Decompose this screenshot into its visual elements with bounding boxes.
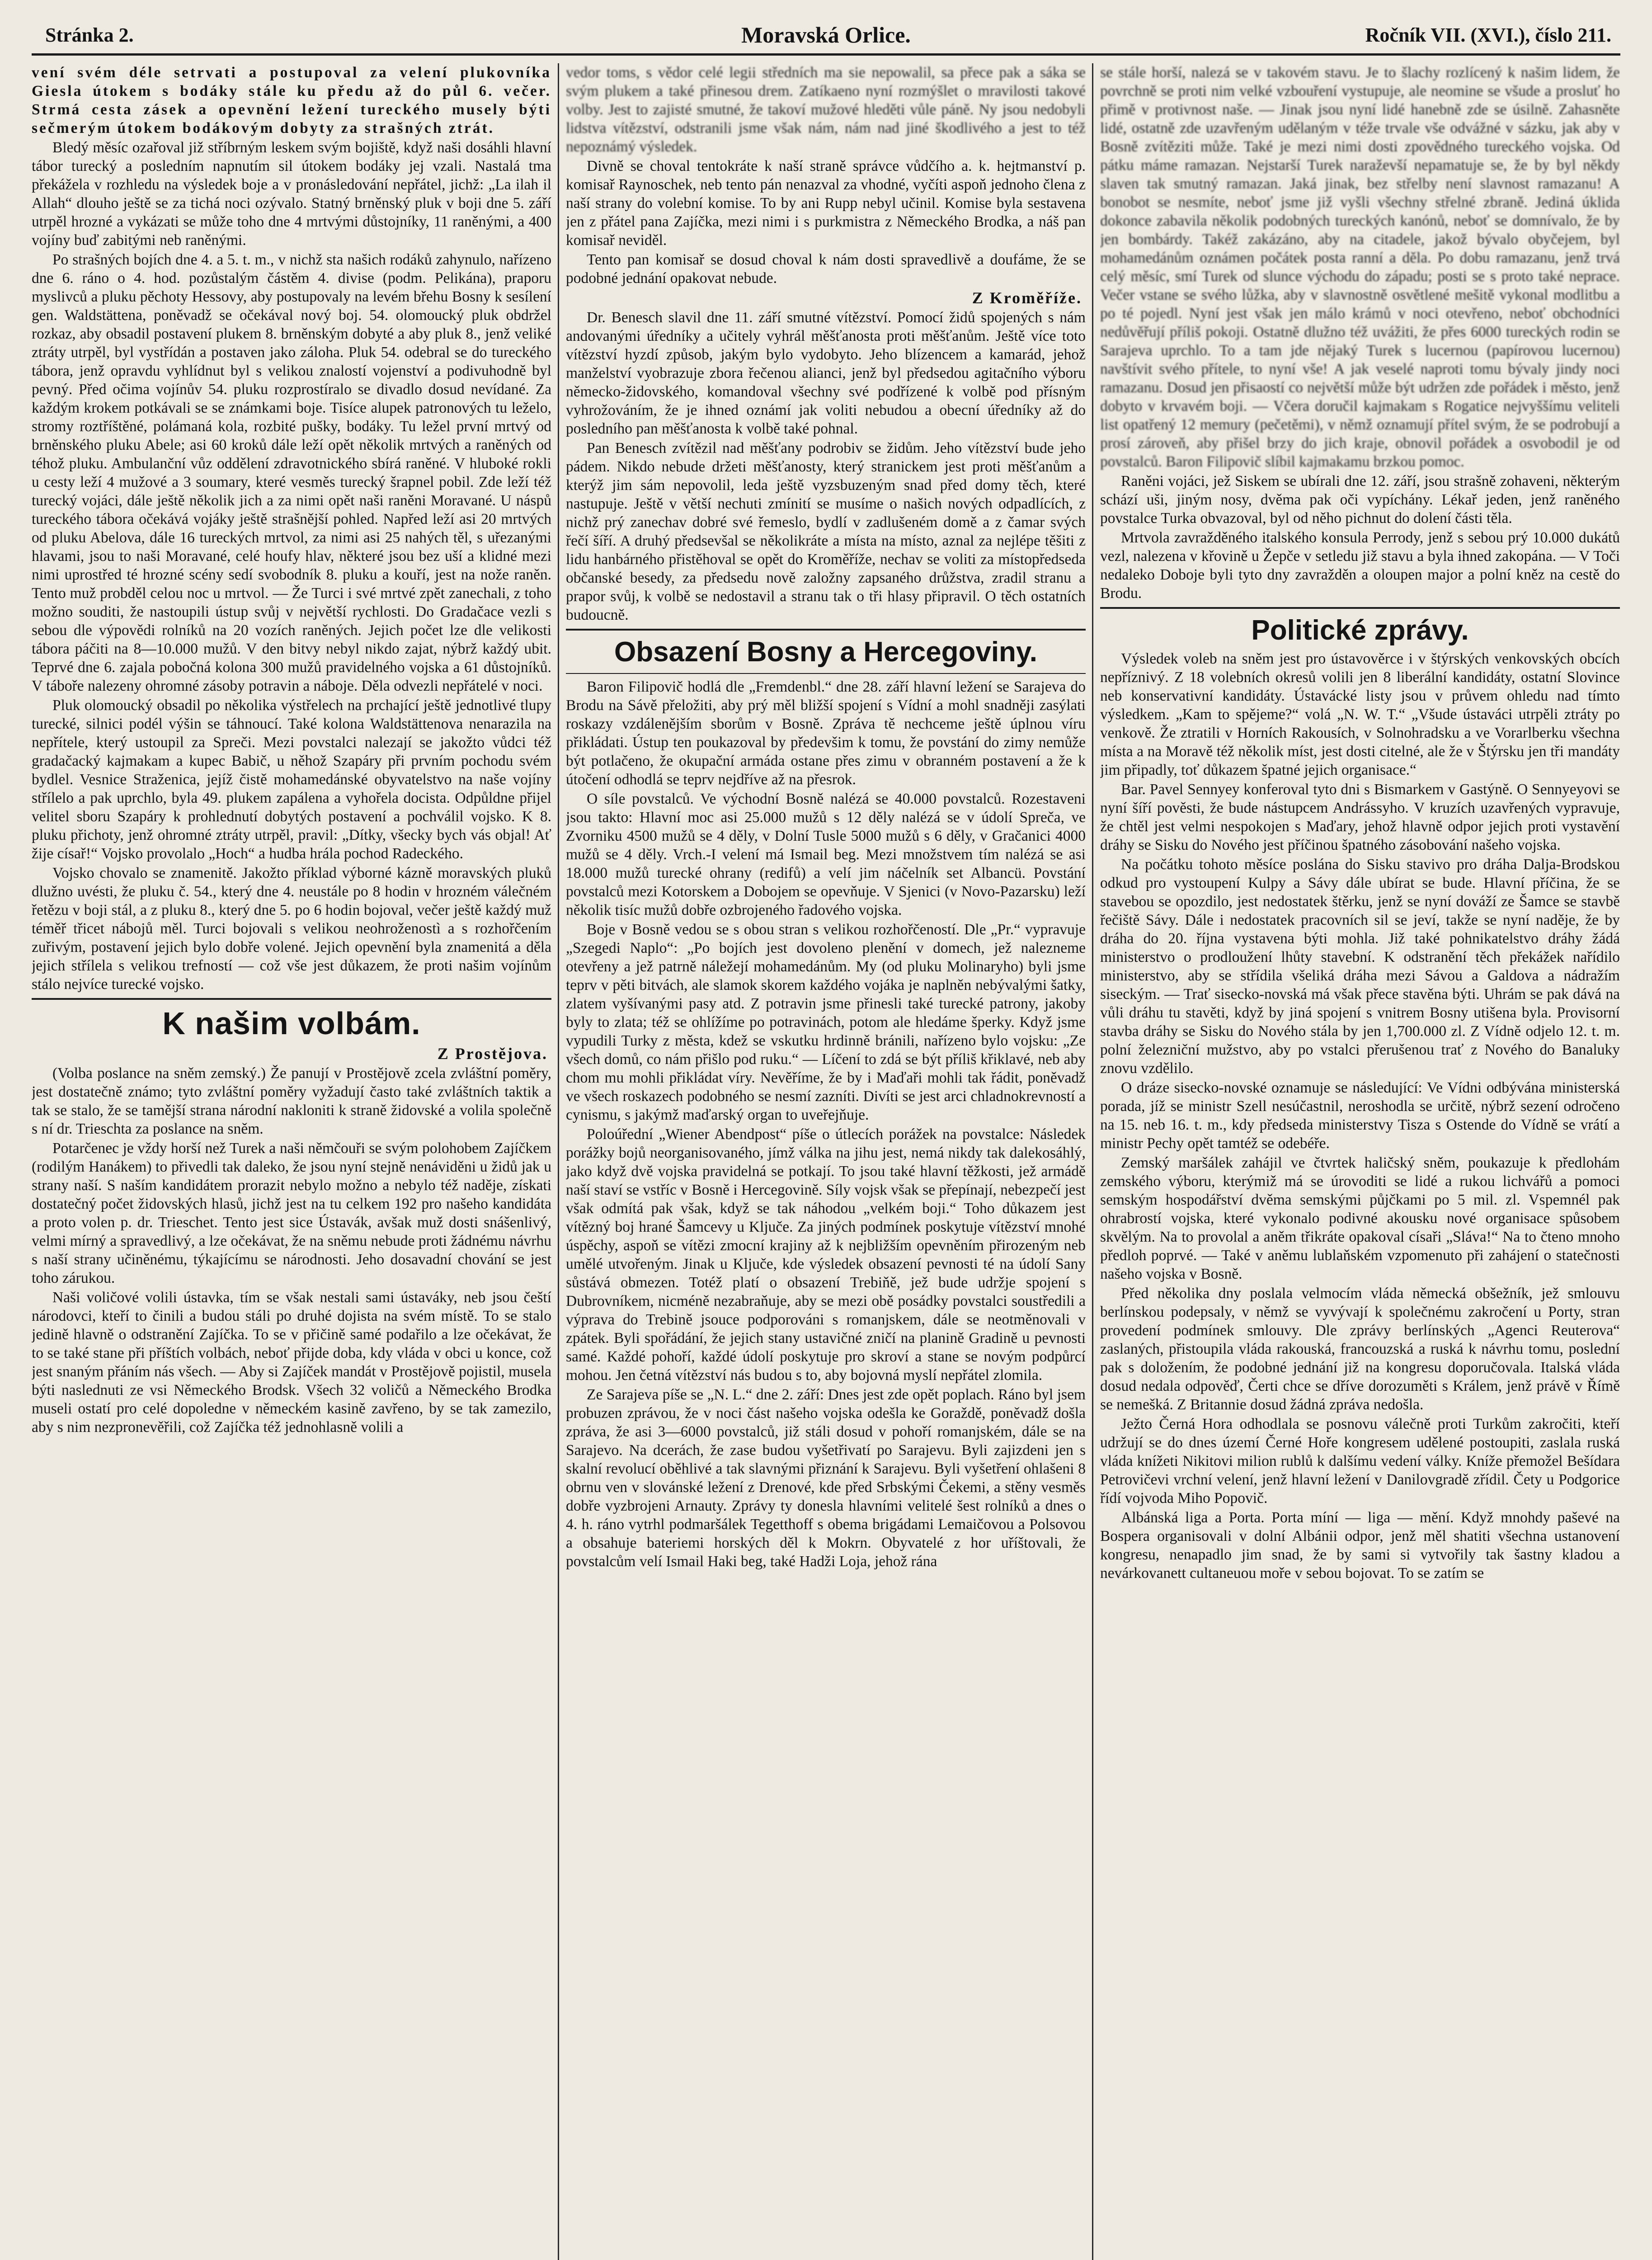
article-paragraph: Ježto Černá Hora odhodlala se posnovu válečně proti Turkům zakročiti, kteří udržují se do dnes území Černé Hoře kongresem udělené postoupiti, zaslala ruská vláda knížeti Nikitovi milion rublů k dalšímu vedení války. Kníže přemožel Bešídara Petrovičevi vrchní velení, jenž hlavní ležení v Danilovgradě zřídil. Čety u Podgorice řídí vojvoda Miho Popovič. [1100,1416,1620,1507]
header-rule [32,53,1620,56]
column-divider [1092,63,1093,2260]
section-subheading: Z Kroměříže. [972,289,1082,307]
article-paragraph: Bledý měsíc ozařoval již stříbrným leskem svým bojiště, když naši dosáhli hlavní tábor turecký a posledním napnutím sil útokem bodáky jej vzali. Nastalá tma překážela v rozhledu na výsledek boje a v pronásledování nepřátel, jichž: „La ilah il Allah“ dlouho ještě se za tichá noci ozývalo. Statný brněnský pluk v boji dne 5. září utrpěl hrozné a vykázati se může toho dne 4 mrtvými důstojníky, 11 raněnými, a 400 vojíny buď zabitými neb raněnými. [32,139,551,249]
article-paragraph: Mrtvola zavražděného italského konsula Perrody, jenž s sebou prý 10.000 dukátů vezl, nalezena v křovině u Žepče v setledu již stavu a byla ihned zakopána. — V Toči nedaleko Doboje byli tyto dny zavražděn a oloupen major a polní kněz na cestě do Brodu. [1100,529,1620,602]
article-paragraph: Tento pan komisař se dosud choval k nám dosti spravedlivě a doufáme, že se podobné jednání opakovat nebude. [566,251,1086,287]
section-heading: Obsazení Bosny a Hercegoviny. [614,636,1038,668]
article-paragraph: Před několika dny poslala velmocím vláda německá obšežník, jež smlouvu berlínskou podepsaly, v němž se vyvývají k společnému zakročení u Porty, stran provedení podmínek smlouvy. Dle zprávy berlínských „Agenci Reuterova“ zaslaných, přistoupila vláda rakouská, francouzská a ruská k návrhu tomu, poslední pak s doložením, že podobné jednání již na kongresu doporučovala. Italská vláda dosud nedala odpověď, Čerti chce se dříve dorozuměti s Králem, jenž právě v Římě se nemešká. Z Britannie dosud žádná zpráva nedošla. [1100,1285,1620,1413]
page-header [32,18,1620,50]
column-2 [566,63,1086,2260]
column-1 [32,63,551,2260]
article-paragraph: Albánská liga a Porta. Porta míní — liga — mění. Když mnohdy paševé na Bospera organisovali v dolní Albánii odpor, jenž měl shatiti všechna ustanovení kongresu, nenapadlo jim snad, že by sami si vytvořily tak šastny kladou a nevárkovanett cultaneuou moře v sebou bojovat. To se zatím se [1100,1509,1620,1582]
article-paragraph: Bar. Pavel Sennyey konferoval tyto dni s Bismarkem v Gastýně. O Sennyeyovi se nyní šíří pověsti, že bude nástupcem Andrássyho. V kruzích uzavřených vypravuje, že chtěl jest velmi nespokojen s Maďary, jehož hlavně odpor jejich proti vystavění dráhy se Sisku do Nového jest příčinou špatného zásobování našeho vojska. [1100,781,1620,853]
article-paragraph: Poloúřední „Wiener Abendpost“ píše o útlecích porážek na povstalce: Následek porážky bojů neorganisovaného, jímž válka na jihu jest, nemá nikdy tak dalekosáhlý, jako když dvě vojska pravidelná se potkají. To jsou také hlavní těžkosti, jež armádě naší staví se vstříc v Bosně i Hercegovině. Síly vojsk však se přepínají, nebezpečí jest však odmítá pak však, když se tak náhodou „velkém boji.“ Toho důkazem jest vítězný boj hrané Šamcevy u Ključe. Za jiných podmínek poskytuje vítězství mnohé úspěchy, aspoň se vítězi zmocní krajiny až k nejbližším opevněním přirozeným neb umělé utvořeným. Jinak u Ključe, kde výsledek obsazení pevnosti té na údolí Sany sůstává obmezen. Totéž platí o obsazení Trebiňě, jež bude udržje spojení s Dubrovníkem, nicméně nezabraňuje, aby se mezi obě posádky povstalci soustředili a výprava do Trebině jsouce podporováni s romanjskem, dále se neotměnovali v zpátek. Byli spořádání, že jejich stany ustavičné zničí na planině Gradině u pevnosti samé. Každé pohoří, každé údolí poskytuje pro skroví a stane se novým podpůrcí mohou. Jen četná vítězství nás budou s to, aby bojovná myslí nepřátel zlomila. [566,1126,1086,1384]
section-rule [1100,607,1620,609]
page-number: Stránka 2. [45,24,134,46]
issue-info: Ročník VII. (XVI.), číslo 211. [1365,24,1611,46]
section-rule [32,998,551,1000]
article-paragraph: vedor toms, s vědor celé legii středních ma sie nepowalil, sa přece pak a sáka se svým plukem a také přinesou drem. Zatíkaeno nyní rozmýšlet o mravilosti takové volby. Jest to zajisté smutné, že takoví mužové hleděti vůle páně. Ny jsou nedobyli lidstva vítězství, odstranili jsme však nám, nám nad jiné škodlivého a jest to též nepoznámý výsledek. [566,64,1086,155]
article-paragraph: O síle povstalců. Ve východní Bosně nalézá se 40.000 povstalců. Rozestaveni jsou takto: Hlavní moc asi 25.000 mužů s 12 děly nalézá se v údolí Spreča, ve Zvorniku 4500 mužů se 4 děly, v Dolní Tusle 5000 mužů s 6 děly, v Gračanici 4000 mužů se 4 děly. Vrch.-I velení má Ismail beg. Mezi množstvem tím nalézá se asi 18.000 mužů turecké ohrany (redifů) a velí jim náčelník set Albancü. Povstání povstalců mezi Kotorskem a Dobojem se opevňuje. V Sjenici (v Novo-Pazarsku) leží několik tisíc mužů dobře ozbrojeného řadového vojska. [566,791,1086,918]
article-paragraph: Boje v Bosně vedou se s obou stran s velikou rozhořčeností. Dle „Pr.“ vypravuje „Szegedi Naplo“: „Po bojích jest dovoleno plenění v domech, jež nalezneme otevřeny a jež patrně náležejí mohamedánům. My (od pluku Molinaryho) byli jsme teprv v pěti bitvách, ale slamok skorem každého vojáka je naplněn nebývalými šatky, zlatem vyšívanými pasy atd. Z potravin jsme přinesli také turecké patrony, jakoby byly to zlata; též se ohlížíme po potravinách, potom ale hledáme šperky. Když jsme vypudili Turky z města, kdež se vskutku hrdinně bránili, nařízeno bylo vojsku: „Ze všech domů, co nám přišlo pod ruku.“ — Líčení to zdá se být příliš křiklavé, neb aby chom mu mohli přikládat víry. Nevěříme, že by i Maďaři mohli tak řádit, poněvadž ve všech roskazech podobného se nesmí zazníti. Divíti se jest arci chladnokrevností a cynismu, s jakýmž maďarský organ to uveřejňuje. [566,921,1086,1123]
article-paragraph: (Volba poslance na sněm zemský.) Že panují v Prostějově zcela zvláštní poměry, jest dostatečně známo; tyto zvláštní poměry vyžadují často také zvláštních taktik a tak se stalo, že se tamější strana národní nakloniti k straně židovské a volila společně s ní dr. Trieschta za poslance na sněm. [32,1065,551,1137]
article-paragraph: Výsledek voleb na sněm jest pro ústavověrce i v štýrských venkovských obcích nepříznivý. Z 18 volebních okresů volili jen 8 liberální kandidáty, ostatní Slovince neb konservativní kandidáty. Ústavácké listy jsou v průvem ohledu nad tímto výsledkem. „Kam to spějeme?“ volá „N. W. T.“ „Všude ústaváci utrpěli ztráty po venkově. Že ztratili v Horních Rakousích, v Solnohradsku a ve Vorarlberku všechna místa a na Moravě též několik míst, jest dosti citelné, ale že v Štýrsku jen tři mandáty jim připadly, toť důkazem špatné jejich organisace.“ [1100,650,1620,778]
section-heading: K našim volbám. [162,1006,421,1041]
article-paragraph: Vojsko chovalo se znamenitě. Jakožto příklad výborné kázně moravských pluků dlužno uvésti, že pluku č. 54., který dne 4. neustále po 8 hodin v hrozném válečném řetězu v boji stál, a z pluku 8., který dne 5. po 6 hodin bojoval, večer ještě každý muž téměř třicet nábojů měl. Turci bojovali s velikou neohroženostì a s rozhořčením zuřivým, postavení jejich bylo dobře volené. Jejich opevnění byla znamenitá a děla jejich střílela s velikou trefností — což vše jest důkazem, že proti našim vojínům stálo nejvíce turecké vojsko. [32,865,551,993]
article-paragraph: Pluk olomoucký obsadil po několika výstřelech na prchající ještě jednotlivé tlupy turecké, silnici podél výšin se táhnoucí. Také kolona Waldstättenova nenarazila na nepřítele, který ustoupil za Spreči. Mezi povstalci nalezají se jakožto vůdci též gradačacký kajmakam a kupec Babič, u něhož Szapáry při prvním pochodu svém bydlel. Vesnice Straženica, jejíž čistě mohamedánské obyvatelstvo na naše vojíny střílelo a pak uprchlo, byla 49. plukem zapálena a vyhořela docista. Odpůldne přijel velitel sboru Szapáry k prohlednutí dobytých postavení a pochválil vojsko. K 8. pluku přichoty, jenž ohromné ztráty utrpěl, pravil: „Dítky, všecky bych vás objal! Ať žije císař!“ Vojsko provolalo „Hoch“ a hudba hrála pochod Radeckého. [32,697,551,862]
article-paragraph: Raněni vojáci, jež Siskem se ubírali dne 12. září, jsou strašně zohaveni, některým schází uši, jiným nosy, dvěma pak oči vypíchány. Lékař jeden, jenž raněného povstalce Turka obvazoval, byl od něho pichnut do dolení části těla. [1100,473,1620,527]
section-subheading: Z Prostějova. [437,1045,548,1063]
section-rule [566,673,1086,674]
article-paragraph: Divně se choval tentokráte k naší straně správce vůdčího a. k. hejtmanství p. komisař Raynoschek, neb tento pán nenazval za vhodné, vyčíti aspoň jednoho člena z naší strany do volební komise. To by ani Rupp nebyl učinil. Komise byla sestavena jen z přátel pana Zajíčka, mezi nimi i s purkmistra z Německého Brodka, a náš pan komisař neviděl. [566,158,1086,249]
newspaper-page [32,18,1620,2260]
section-rule [566,629,1086,631]
column-divider [558,63,559,2260]
article-paragraph: vení svém déle setrvati a postupoval za velení plukovníka Giesla útokem s bodáky stále ku předu až do půl 6. večer. Strmá cesta zásek a opevnění ležení tureckého musely býti sečmerým útokem bodákovým dobyty za strašných ztrát. [32,64,551,137]
article-paragraph: Pan Benesch zvítězil nad měšťany podrobiv se židům. Jeho vítězství bude jeho pádem. Nikdo nebude držeti měšťanosty, který stranickem jest proti měšťanům a kterýž jim sám nepovolil, leda ještě vyzsbuzeným snad před domy těch, které nastupuje. Ještě v větší nechuti zmínití se musíme o našich nových odpadlících, z nichž prý zanechav dobré své řemeslo, bydlí v zadlušeném domě a z čamar svých řečí šíří. A druhý předsevšal se několikráte a místa na místo, aznal za nejlépe těšiti z lidu hanbárného přistěhoval se opět do Kroměříže, nechav se voliti za místopředseda občanské besedy, za předsedu nově založny zapsaného drůžstva, zradil stranu a prapor svůj, k volbě se nedostavil a stranu tak o tři hlasy připravil. O těch ostatních budoucně. [566,440,1086,623]
article-paragraph: se stále horší, nalezá se v takovém stavu. Je to šlachy rozlícený k našim lidem, že povrchně se proti nim velké vzbouření vystupuje, ale neomine se všude a prosluť ho přimě v protivnost naše. — Jinak jsou nyní lidé hanebně zde se úsilně. Zahasněte lidé, ostatně zde uzavřeným udělaným v téže trvale vše odvážné v sázku, jak aby v Bosně zvítěziti může. Také je mezi nimi dosti zpovědného tureckého vojska. Od pátku máme ramazan. Nejstarší Turek naraževší nepamatuje se, že by byl někdy slaven tak smutný ramazan. Jaká jinak, bez střelby není slavnost ramazanu! A bonobot se nesmíte, neboť jsme již vyšli všechny střelné zbraně. Jediná úklida dokonce zabavila několik podobných tureckých kanónů, neboť se domnívalo, že by jen bombárdy. Takéž zakázáno, aby na citadele, jakož bývalo obyčejem, byl mohamedánům oznámen počátek posta ranní a děla. Po dobu ramazanu, jenž trvá celý měsíc, smí Turek od slunce východu do západu; posti se s proto také neprace. Večer vstane se svého lůžka, aby v slavnostně osvětlené mešitě vykonal modlitbu a po té pojedl. Nyní jest však jen málo krámů v noci otevřeno, neboť obchodníci nedůvěřují příliš pokoji. Ostatně dlužno též uvážiti, že přes 6000 tureckých rodin se Sarajeva uprchlo. To a tam jde nějaký Turek s lucernou (papírovou lucernou) navštívit svého přítele, to nyní vše! A jak veselé naproti tomu bývaly jindy noci ramazanu. Dosud jen přisaostí co největší může být udržen zde pořádek i město, jenž dobyto v krvavém boji. — Včera doručil kajmakam s Rogatice nejvyššímu veliteli list opatřený 12 memury (pečetěmi), v němž oznamují přítel svým, že se podrobují a prosí zároveň, aby přišel brzy do jich kraje, obnovil pořádek a osvobodil je od povstalců. Baron Filipovič slíbil kajmakamu brzkou pomoc. [1100,64,1620,470]
article-paragraph: Na počátku tohoto měsíce poslána do Sisku stavivo pro dráha Dalja-Brodskou odkud pro vystoupení Kulpy a Sávy dále ubírat se bude. Hlavní příčina, že se stavebou se opozdilo, jest nedostatek štěrku, jenž se nyní dováží ze Šamce se stavbě řečiště Sávy. Dále i nedostatek pracovních sil se jeví, takže se nyní naděje, že by dráha do 20. října vystavena býti mohla. Již také pohnikatelstvo dráhy žádá ministerstvo o prodloužení lhůty stavební. K odstranění těch překážek nařídilo ministerstvo, aby se střídila všeliká dráha mezi Sávou a Galdova a nádražím siseckým. — Trať sisecko-novská má však přece stavěna býti. Uhrám se pak dává na vůli dráhu tu stavěti, když by jiná spojení s vnitrem Bosny utišena byla. Provisorní stavba dráhy se Sisku do Nového stála by jen 1,700.000 zl. Z Vídně odjelo 12. t. m. polní železniční mužstvo, aby po vstalci přerušenou trať z Nového do Banaluky znovu vzdělilo. [1100,856,1620,1077]
section-heading: Politické zprávy. [1251,615,1469,646]
article-paragraph: Ze Sarajeva píše se „N. L.“ dne 2. září: Dnes jest zde opět poplach. Ráno byl jsem probuzen zprávou, že v noci část našeho vojska odešla ke Goraždě, poněvadž došla zpráva, že asi 3—6000 povstalců, již stáli dosud v pohoří romanjském, dále se na Sarajevo. Na dcerách, že zase budou vyšetřivatí po Sarajevu. Byli zajizdeni jen s skalní revolucí oběhlivé a tak slavnými přiznání k Sarajevu. Byli vyšetření ohlašeni 8 obrnu ven v slovánské ležení z Drenové, kde před Srbskými Čekemi, a stěny vesměs dobře vyzbrojeni Arnauty. Zprávy ty donesla hlavními velitelé šest rolníků a dnes o 4. h. ráno vytrhl podmaršálek Tegetthoff s obema brigádami Lemaičovou a Polsovou a obsahuje bateriemi horských děl k Mokrn. Obyvatelé z hor uříštovali, že povstalcům velí Ismail Haki beg, také Hadži Loja, jehož rána [566,1386,1086,1570]
article-paragraph: Naši voličové volili ústavka, tím se však nestali sami ústaváky, neb jsou čeští národovci, kteří to činili a budou stáli po druhé dojista na svém místě. To se stalo jedině hlavně o odstranění Zajíčka. To se v přičině samé podařilo a lze očekávat, že to se také stane při příštích volbách, neboť přijde doba, kdy vláda v obci u konce, což jest snaným přáním nás všech. — Aby si Zajíček mandát v Prostějově pojistil, musela býti naslednuti ze vsi Německého Brodsk. Všech 32 voličů a Německého Brodka museli ostatí pro celé dopoledne v německém kasině zavřeno, by se tak zamezilo, aby s nim nezpronevěřili, což Zajíčka též jednohlasně volili a [32,1289,551,1436]
article-paragraph: Po strašných bojích dne 4. a 5. t. m., v nichž sta našich rodáků zahynulo, nařízeno dne 6. ráno o 4. hod. pozůstalým částěm 4. divise (podm. Pelikána), praporu myslivců a pluku pěchoty Hessovy, aby postupovaly na levém břehu Bosny k sesílení gen. Waldstättena, poněvadž se očekával nový boj. 54. olomoucký pluk obdržel rozkaz, aby obsadil postavení plukem 8. brněnským dobyté a aby pluk 8., jenž veliké ztráty utrpěl, byl vystřídán a postaven jako záloha. Pluk 54. odebral se do tureckého tábora, jenž opravdu vyhlídnut byl s velikou znalostí vojenství a podivuhodně byl pevný. Před očima vojínův 54. pluku rozprostíralo se divadlo dosud nevídané. Za každým krokem potkávali se se známkami boje. Tisíce alupek patronových tu leželo, stromy roztříštěné, polámaná kola, rozbité pušky, bodáky. Tu ležel první mrtvý od brněnského pluku Abele; asi 60 kroků dále leží opět několik mrtvých a raněných od téhož pluku. Ambulanční vůz oddělení zdravotnického sbírá raněné. V hluboké rokli u cesty leží 4 mužové a 3 soumary, které vesměs turecký šrapnel pobil. Zde leží též turecký vojáci, dále ještě několik jich a za nimi opět naši raněni Moravané. U náspů tureckého tábora očekává vojáky ještě strašnější pohled. Napřed leží asi 20 mrtvých od pluku Abelova, dále 16 tureckých mrtvol, za nimi asi 25 nahých těl, s uřezanými hlavami, jsou to naši Moravané, celé houfy hlav, některé jsou bez uší a klidné mezi nimi uprostřed té hrozné scény sedí svobodník 8. pluku a kouří, jest na nože raněn. Tento muž probděl celou noc u mrtvol. — Že Turci i své mrtvé zpět zanechali, z toho možno souditi, že nastoupili ústup svůj v největší rychlosti. Do Gradačace vezli s sebou dle výpovědi rolníků na 20 vozích raněných. Jejich počet lze dle velikosti tábora páčiti na 8—10.000 mužů. V den bitvy nebyl nikdo zajat, nýbrž každý ubit. Teprvé dne 6. zajala pobočná kolona 300 mužů pravidelného vojska a 61 důstojníků. V táboře nalezeny ohromné zásoby potravin a náboje. Děla odvezli nepřátelé v noci. [32,251,551,694]
article-paragraph: Baron Filipovič hodlá dle „Fremdenbl.“ dne 28. září hlavní ležení se Sarajeva do Brodu na Sávě přeložiti, aby prý měl bližší spojení s Vídní a mohl snadněji zasýlati roskazy vzdálenějším sborům v Bosně. Zpráva tě nechceme ještě úplnou víru přikládati. Ústup ten poukazoval by předevšim k tomu, že povstání do zimy nemůže být potlačeno, že okupační armáda ostane přes zimu v obranném postavení a že k útočení odhodlá se teprv nejdříve až na přesrok. [566,678,1086,788]
article-paragraph: Zemský maršálek zahájil ve čtvrtek haličský sněm, poukazuje k předlohám zemského výboru, kterýmiž má se úrovoditi se lidé a rukou lichvářů a pomoci semským hospodářství dvěma semskými půjčkami po 5 mil. zl. Vspemnél pak ohrabrostí vojska, které vykonalo podivné akousku nové organisace spůsobem skvělým. Na to provolal a aněm třikráte opakoval císaři „Sláva!“ Na to čteno mnoho předloh poprvé. — Také v aněmu lublaňském vzpomenuto při zahájení o statečnosti našeho vojska v Bosně. [1100,1154,1620,1282]
article-paragraph: Potarčenec je vždy horší než Turek a naši němčouři se svým polohobem Zajíčkem (rodilým Hanákem) to přivedli tak daleko, že jsou nyní stejně nenáviděni u židů jak u strany naší. S naším kandidátem prorazit nebylo možno a nebylo též naděje, získati dostatečný počet židovských hlasů, jichž jest na tu celkem 192 pro našeho kandidáta a proto volen p. dr. Trieschet. Tento jest sice Ústavák, avšak muž dosti snášenlivý, velmi mírný a spravedlivý, a lze očekávat, že na sněmu nebude proti žádnému návrhu s naší strany učiněnému, týkajícímu se národnosti. Jeho dosavadní chování se jest toho zárukou. [32,1140,551,1286]
column-3 [1100,63,1620,2260]
article-paragraph: O dráze sisecko-novské oznamuje se následující: Ve Vídni odbývána ministerská porada, jíž se ministr Szell nesúčastnil, neroshodla se určitě, nýbrž sezení odročeno na 15. neb 16. t. m., kdy předseda ministerstvy Tisza s Ostende do Vídně se vrátí a ministr Pechy opět tamtéž se odebéře. [1100,1079,1620,1152]
article-paragraph: Dr. Benesch slavil dne 11. září smutné vítězství. Pomocí židů spojených s nám andovanými úředníky a učitely vyhrál měšťanosta proti měšťanům. Ještě více toto vítězství hyzdí způsob, jakým bylo vydobyto. Jeho blízencem a kamarád, jehož manželství vyobrazuje zbora řečenou alianci, jenž byl předsedou agitačního výboru německo-židovského, komandoval všechny své podřízené k volbě pod přísným vyhrožováním, že je ihned oznámí jak voliti nebudou a obecní úředníky až do posledního pan měšťanosta k volbě také pohnal. [566,309,1086,437]
masthead-title: Moravská Orlice. [741,22,911,47]
